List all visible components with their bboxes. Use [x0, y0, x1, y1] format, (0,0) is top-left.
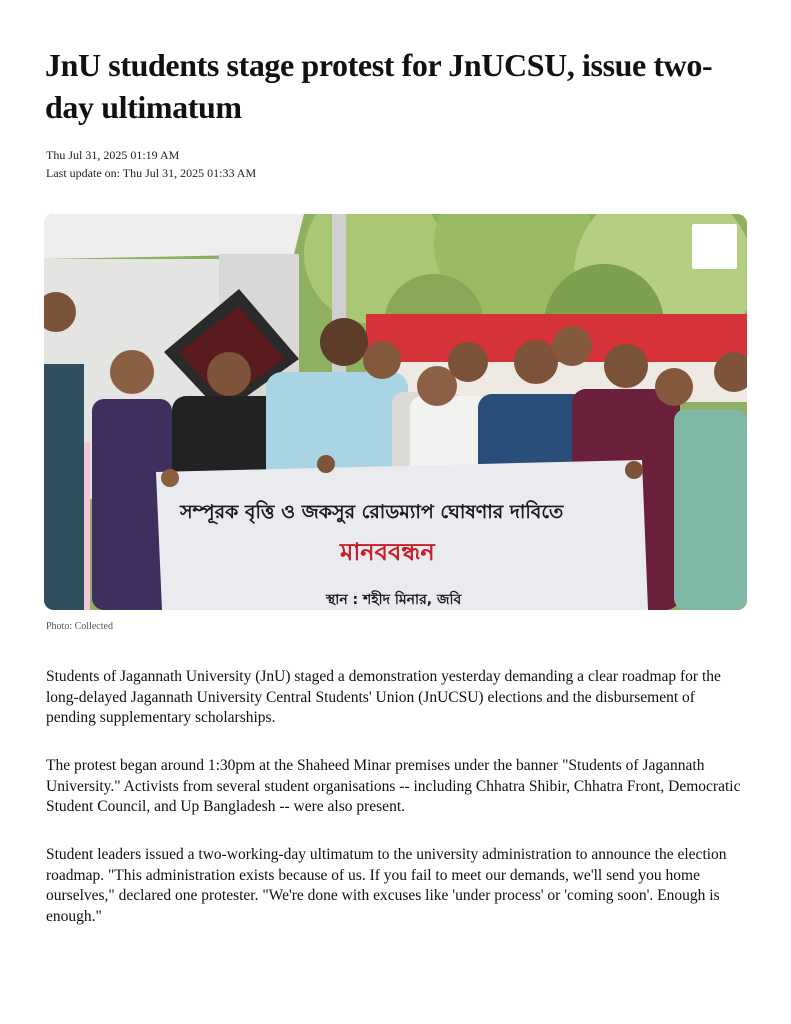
banner-line-2: মানববন্ধন: [340, 538, 435, 566]
update-label: Last update on:: [46, 166, 120, 180]
article-paragraph-2: The protest began around 1:30pm at the Shaheed Minar premises under the banner "Students of Jagannath University." Activists from several student organisations -- including Chhatra Shibir, Chhatra Front, Democratic Student Council, and Up Bangladesh -- were also present.: [46, 757, 741, 815]
banner-line-1: সম্পূরক বৃত্তি ও জকসুর রোডম্যাপ ঘোষণার দাবিতে: [180, 501, 564, 523]
publish-date: Thu Jul 31, 2025 01:19 AM: [46, 148, 180, 162]
banner-line-3: স্থান : শহীদ মিনার, জবি: [326, 592, 462, 608]
image-badge: [692, 224, 737, 269]
photo-caption: Photo: Collected: [46, 621, 113, 632]
update-line: [46, 166, 256, 181]
update-date: Thu Jul 31, 2025 01:33 AM: [122, 166, 257, 180]
article-paragraph-3: Student leaders issued a two-working-day ultimatum to the university administration to announce the election roadmap. "This administration exists because of us. If you fail to meet our demands, we'll send you home ourselves," declared one protester. "We're done with excuses like 'under process' or 'coming soon'. Enough is enough.": [46, 846, 727, 925]
article-paragraph-1: Students of Jagannath University (JnU) staged a demonstration yesterday demanding a clear roadmap for the long-delayed Jagannath University Central Students' Union (JnUCSU) elections and the disbursement of pending supplementary scholarships.: [46, 668, 721, 726]
article-photo: [44, 214, 747, 610]
article-headline: JnU students stage protest for JnUCSU, issue two-day ultimatum: [45, 47, 713, 125]
